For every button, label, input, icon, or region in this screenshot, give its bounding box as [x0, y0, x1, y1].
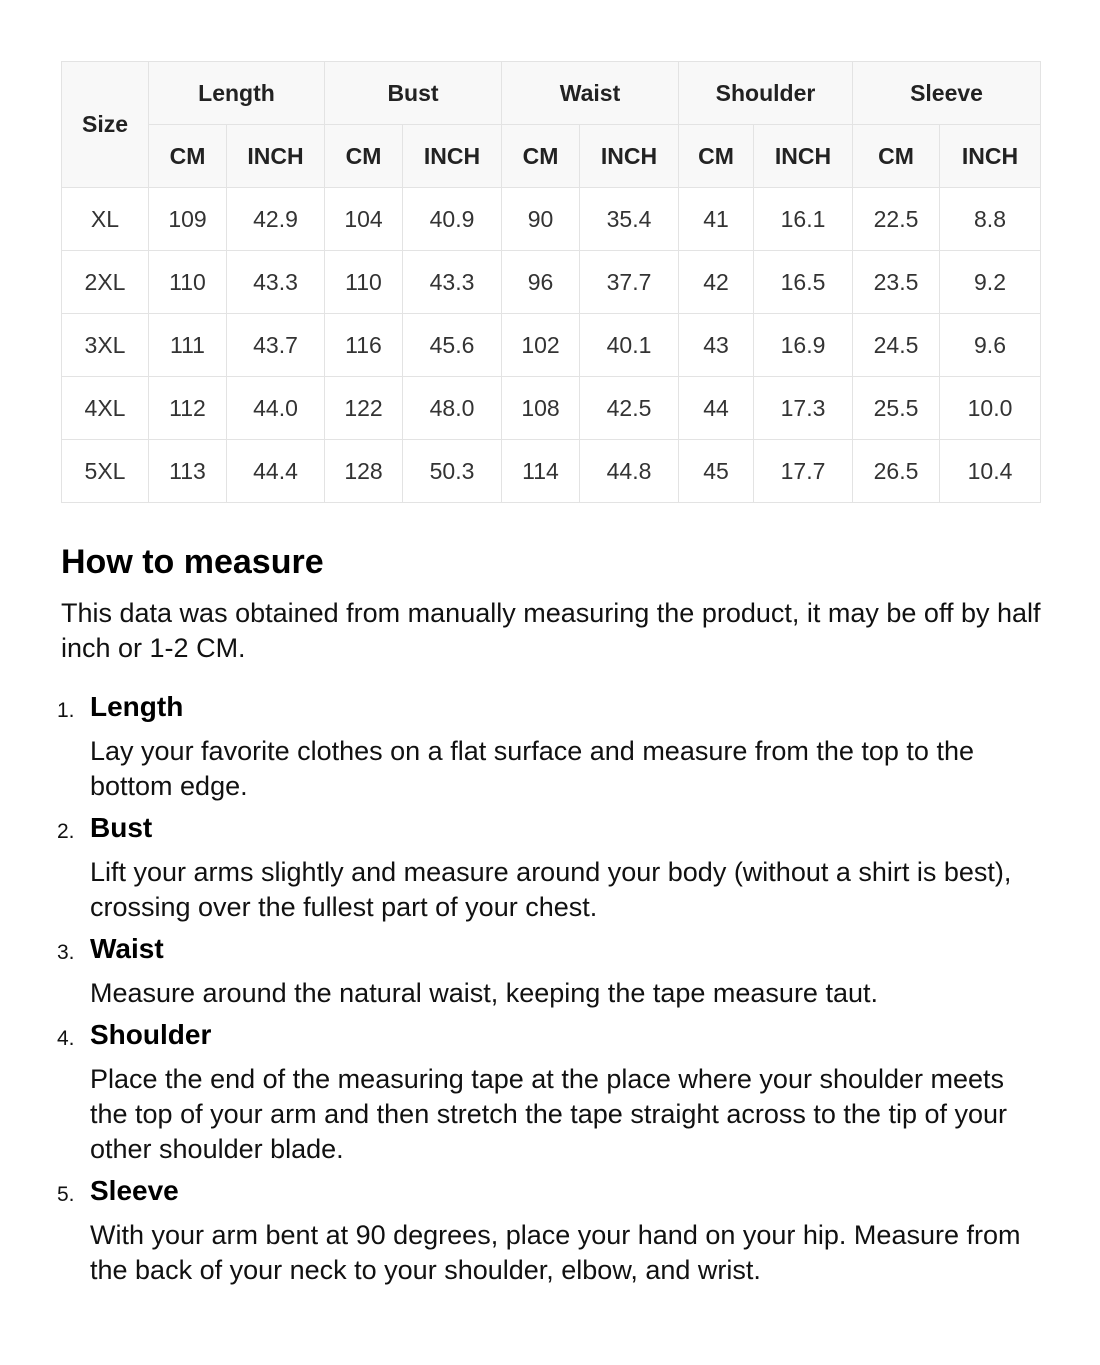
step-title: Shoulder	[90, 1019, 212, 1050]
waist-cm-cell: 96	[502, 251, 580, 314]
step-number: 5.	[57, 1183, 75, 1206]
sleeve-cm-cell: 22.5	[853, 188, 940, 251]
shoulder-cm-cell: 45	[679, 440, 754, 503]
size-column-header: Size	[62, 62, 149, 188]
waist-cm-cell: 114	[502, 440, 580, 503]
step-title: Waist	[90, 933, 164, 964]
bust-cm-cell: 116	[325, 314, 403, 377]
step-description: Lay your favorite clothes on a flat surface and measure from the top to the bottom edge.	[90, 736, 974, 801]
sleeve-cm-cell: 25.5	[853, 377, 940, 440]
step-number: 4.	[57, 1027, 75, 1050]
measure-steps-list	[57, 689, 1046, 1288]
unit-header-inch: INCH	[940, 125, 1041, 188]
size-chart-table	[61, 61, 1041, 503]
sleeve-inch-cell: 9.2	[940, 251, 1041, 314]
shoulder-inch-cell: 17.7	[754, 440, 853, 503]
size-cell: 2XL	[62, 251, 149, 314]
shoulder-cm-cell: 42	[679, 251, 754, 314]
sleeve-cm-cell: 24.5	[853, 314, 940, 377]
length-inch-cell: 43.7	[227, 314, 325, 377]
group-header-bust: Bust	[325, 62, 502, 125]
bust-inch-cell: 50.3	[403, 440, 502, 503]
bust-inch-cell: 45.6	[403, 314, 502, 377]
sleeve-inch-cell: 8.8	[940, 188, 1041, 251]
unit-header-inch: INCH	[754, 125, 853, 188]
size-cell: 3XL	[62, 314, 149, 377]
waist-cm-cell: 90	[502, 188, 580, 251]
bust-cm-cell: 122	[325, 377, 403, 440]
length-cm-cell: 109	[149, 188, 227, 251]
group-header-waist: Waist	[502, 62, 679, 125]
unit-header-inch: INCH	[580, 125, 679, 188]
length-cm-cell: 111	[149, 314, 227, 377]
shoulder-cm-cell: 41	[679, 188, 754, 251]
table-row	[62, 188, 1041, 251]
step-number: 3.	[57, 941, 75, 964]
sleeve-cm-cell: 26.5	[853, 440, 940, 503]
group-header-sleeve: Sleeve	[853, 62, 1041, 125]
sleeve-inch-cell: 10.0	[940, 377, 1041, 440]
table-header-row	[62, 62, 1041, 125]
bust-cm-cell: 110	[325, 251, 403, 314]
guide-title: How to measure	[61, 543, 324, 581]
table-row	[62, 314, 1041, 377]
length-inch-cell: 44.4	[227, 440, 325, 503]
unit-header-cm: CM	[679, 125, 754, 188]
length-cm-cell: 113	[149, 440, 227, 503]
bust-inch-cell: 48.0	[403, 377, 502, 440]
length-inch-cell: 42.9	[227, 188, 325, 251]
unit-header-cm: CM	[502, 125, 580, 188]
unit-header-inch: INCH	[403, 125, 502, 188]
shoulder-inch-cell: 16.1	[754, 188, 853, 251]
group-header-shoulder: Shoulder	[679, 62, 853, 125]
step-number: 2.	[57, 820, 75, 843]
length-inch-cell: 43.3	[227, 251, 325, 314]
measure-step-sleeve	[57, 1173, 1046, 1288]
step-description: With your arm bent at 90 degrees, place your hand on your hip. Measure from the back of your neck to your shoulder, elbow, and wrist.	[90, 1220, 1021, 1285]
waist-cm-cell: 108	[502, 377, 580, 440]
sleeve-inch-cell: 9.6	[940, 314, 1041, 377]
measure-guide	[57, 540, 1046, 1294]
waist-inch-cell: 44.8	[580, 440, 679, 503]
waist-inch-cell: 42.5	[580, 377, 679, 440]
unit-header-cm: CM	[325, 125, 403, 188]
measure-step-shoulder	[57, 1017, 1046, 1167]
table-row	[62, 440, 1041, 503]
size-cell: XL	[62, 188, 149, 251]
table-unit-row	[62, 125, 1041, 188]
table-row	[62, 377, 1041, 440]
step-description: Measure around the natural waist, keeping the tape measure taut.	[90, 978, 878, 1008]
table-row	[62, 251, 1041, 314]
bust-inch-cell: 40.9	[403, 188, 502, 251]
unit-header-cm: CM	[149, 125, 227, 188]
sleeve-cm-cell: 23.5	[853, 251, 940, 314]
unit-header-inch: INCH	[227, 125, 325, 188]
waist-inch-cell: 35.4	[580, 188, 679, 251]
length-cm-cell: 110	[149, 251, 227, 314]
length-inch-cell: 44.0	[227, 377, 325, 440]
step-number: 1.	[57, 699, 75, 722]
waist-cm-cell: 102	[502, 314, 580, 377]
waist-inch-cell: 40.1	[580, 314, 679, 377]
measure-step-length	[57, 689, 1046, 804]
guide-intro: This data was obtained from manually measuring the product, it may be off by half inch or 1-2 CM.	[61, 598, 1041, 663]
size-cell: 4XL	[62, 377, 149, 440]
size-cell: 5XL	[62, 440, 149, 503]
step-description: Lift your arms slightly and measure around your body (without a shirt is best), crossing over the fullest part of your chest.	[90, 857, 1012, 922]
shoulder-inch-cell: 17.3	[754, 377, 853, 440]
bust-cm-cell: 104	[325, 188, 403, 251]
shoulder-cm-cell: 44	[679, 377, 754, 440]
bust-inch-cell: 43.3	[403, 251, 502, 314]
step-title: Sleeve	[90, 1175, 179, 1206]
step-title: Bust	[90, 812, 153, 843]
step-title: Length	[90, 691, 184, 722]
shoulder-inch-cell: 16.5	[754, 251, 853, 314]
shoulder-inch-cell: 16.9	[754, 314, 853, 377]
sleeve-inch-cell: 10.4	[940, 440, 1041, 503]
bust-cm-cell: 128	[325, 440, 403, 503]
shoulder-cm-cell: 43	[679, 314, 754, 377]
measure-step-waist	[57, 931, 1046, 1011]
waist-inch-cell: 37.7	[580, 251, 679, 314]
group-header-length: Length	[149, 62, 325, 125]
measure-step-bust	[57, 810, 1046, 925]
unit-header-cm: CM	[853, 125, 940, 188]
step-description: Place the end of the measuring tape at the place where your shoulder meets the top of your arm and then stretch the tape straight across to the tip of your other shoulder blade.	[90, 1064, 1008, 1164]
length-cm-cell: 112	[149, 377, 227, 440]
